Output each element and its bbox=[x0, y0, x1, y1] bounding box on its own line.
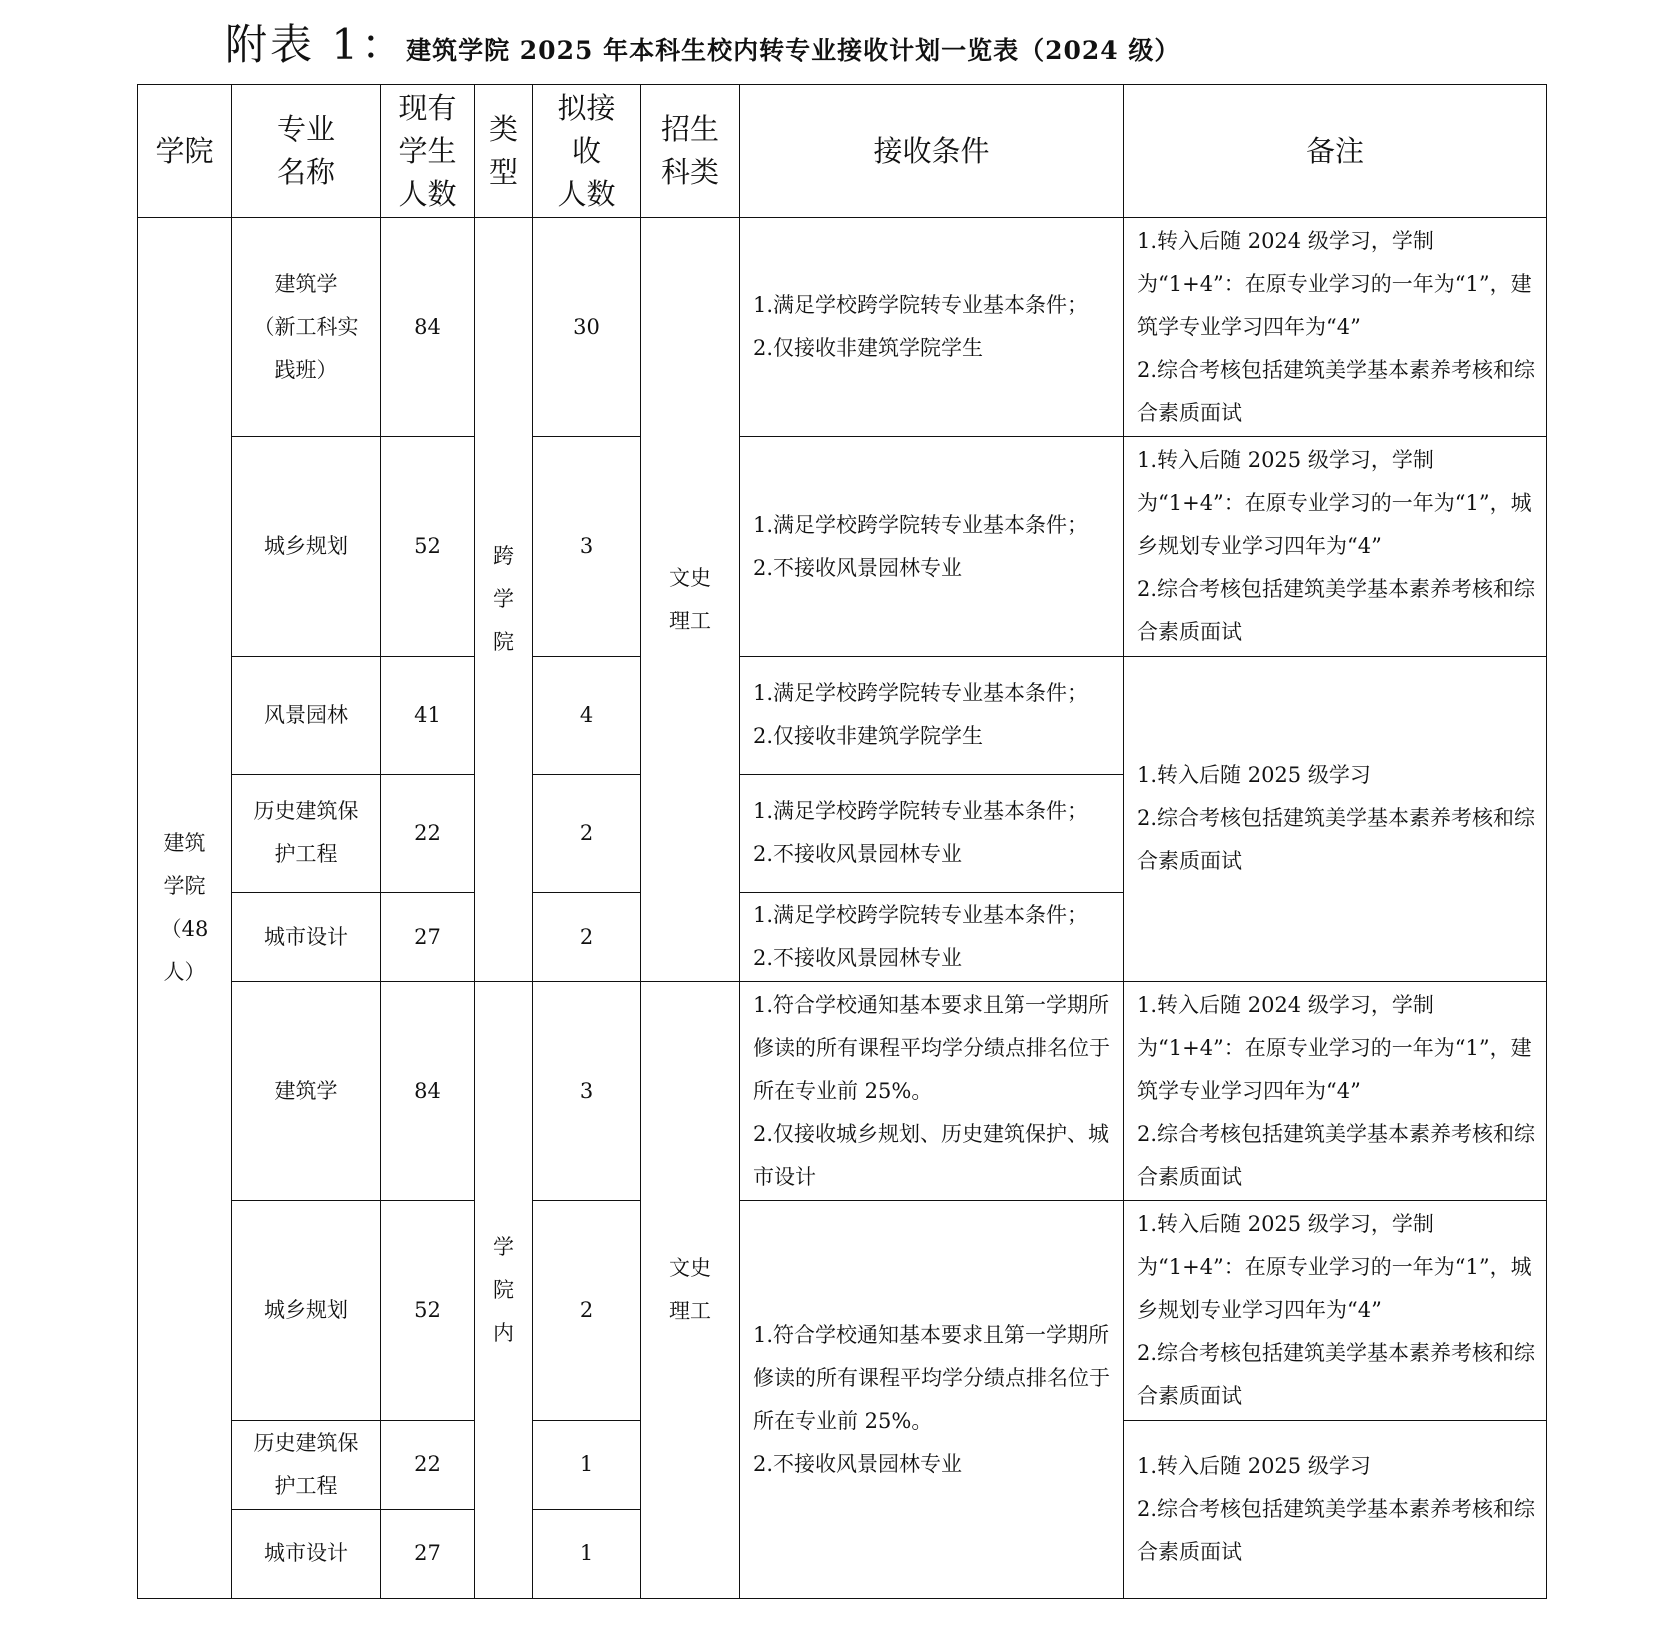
quota-cell: 1 bbox=[533, 1420, 641, 1509]
quota-cell: 3 bbox=[533, 437, 641, 656]
current-students-cell: 27 bbox=[381, 1509, 475, 1598]
current-students-cell: 41 bbox=[381, 656, 475, 774]
table-row bbox=[138, 982, 1547, 1201]
header-college: 学院 bbox=[138, 85, 232, 218]
condition-cell: 1.满足学校跨学院转专业基本条件； 2.仅接收非建筑学院学生 bbox=[740, 218, 1124, 437]
major-cell: 城市设计 bbox=[232, 893, 381, 982]
quota-cell: 2 bbox=[533, 893, 641, 982]
condition-cell: 1.满足学校跨学院转专业基本条件； 2.不接收风景园林专业 bbox=[740, 774, 1124, 892]
note-cell: 1.转入后随 2025 级学习 2.综合考核包括建筑美学基本素养考核和综合素质面试 bbox=[1124, 1420, 1547, 1598]
header-current-students: 现有 学生 人数 bbox=[381, 85, 475, 218]
quota-cell: 3 bbox=[533, 982, 641, 1201]
note-cell: 1.转入后随 2025 级学习 2.综合考核包括建筑美学基本素养考核和综合素质面试 bbox=[1124, 656, 1547, 981]
condition-cell: 1.符合学校通知基本要求且第一学期所修读的所有课程平均学分绩点排名位于所在专业前 25%。 2.不接收风景园林专业 bbox=[740, 1201, 1124, 1599]
type-cell-cross: 跨 学 院 bbox=[475, 218, 533, 982]
header-row bbox=[138, 85, 1547, 218]
subject-cell-inner: 文史 理工 bbox=[641, 982, 740, 1599]
table-row bbox=[138, 1201, 1547, 1420]
quota-cell: 30 bbox=[533, 218, 641, 437]
major-cell: 城市设计 bbox=[232, 1509, 381, 1598]
note-cell: 1.转入后随 2025 级学习，学制为“1+4”：在原专业学习的一年为“1”，城乡规划专业学习四年为“4” 2.综合考核包括建筑美学基本素养考核和综合素质面试 bbox=[1124, 437, 1547, 656]
major-cell: 城乡规划 bbox=[232, 437, 381, 656]
condition-cell: 1.满足学校跨学院转专业基本条件； 2.不接收风景园林专业 bbox=[740, 893, 1124, 982]
document-title bbox=[225, 12, 1180, 72]
header-subject: 招生 科类 bbox=[641, 85, 740, 218]
current-students-cell: 22 bbox=[381, 1420, 475, 1509]
current-students-cell: 52 bbox=[381, 1201, 475, 1420]
current-students-cell: 84 bbox=[381, 982, 475, 1201]
quota-cell: 1 bbox=[533, 1509, 641, 1598]
quota-cell: 2 bbox=[533, 774, 641, 892]
quota-cell: 2 bbox=[533, 1201, 641, 1420]
table-row bbox=[138, 437, 1547, 656]
condition-cell: 1.满足学校跨学院转专业基本条件； 2.不接收风景园林专业 bbox=[740, 437, 1124, 656]
table-row bbox=[138, 656, 1547, 774]
header-type: 类 型 bbox=[475, 85, 533, 218]
table-row bbox=[138, 218, 1547, 437]
current-students-cell: 27 bbox=[381, 893, 475, 982]
subject-cell-cross: 文史 理工 bbox=[641, 218, 740, 982]
major-cell: 风景园林 bbox=[232, 656, 381, 774]
major-cell: 建筑学 （新工科实 践班） bbox=[232, 218, 381, 437]
note-cell: 1.转入后随 2024 级学习，学制为“1+4”：在原专业学习的一年为“1”，建筑学专业学习四年为“4” 2.综合考核包括建筑美学基本素养考核和综合素质面试 bbox=[1124, 982, 1547, 1201]
current-students-cell: 22 bbox=[381, 774, 475, 892]
condition-cell: 1.满足学校跨学院转专业基本条件； 2.仅接收非建筑学院学生 bbox=[740, 656, 1124, 774]
transfer-plan-table bbox=[137, 84, 1547, 1599]
major-cell: 建筑学 bbox=[232, 982, 381, 1201]
quota-cell: 4 bbox=[533, 656, 641, 774]
college-cell: 建筑 学院 （48 人） bbox=[138, 218, 232, 1599]
major-cell: 历史建筑保 护工程 bbox=[232, 774, 381, 892]
major-cell: 城乡规划 bbox=[232, 1201, 381, 1420]
header-major: 专业 名称 bbox=[232, 85, 381, 218]
major-cell: 历史建筑保 护工程 bbox=[232, 1420, 381, 1509]
note-cell: 1.转入后随 2024 级学习，学制为“1+4”：在原专业学习的一年为“1”，建筑学专业学习四年为“4” 2.综合考核包括建筑美学基本素养考核和综合素质面试 bbox=[1124, 218, 1547, 437]
current-students-cell: 84 bbox=[381, 218, 475, 437]
header-notes: 备注 bbox=[1124, 85, 1547, 218]
note-cell: 1.转入后随 2025 级学习，学制为“1+4”：在原专业学习的一年为“1”，城乡规划专业学习四年为“4” 2.综合考核包括建筑美学基本素养考核和综合素质面试 bbox=[1124, 1201, 1547, 1420]
header-conditions: 接收条件 bbox=[740, 85, 1124, 218]
title-text: 建筑学院 2025 年本科生校内转专业接收计划一览表（2024 级） bbox=[406, 36, 1181, 65]
condition-cell: 1.符合学校通知基本要求且第一学期所修读的所有课程平均学分绩点排名位于所在专业前 25%。 2.仅接收城乡规划、历史建筑保护、城市设计 bbox=[740, 982, 1124, 1201]
title-prefix: 附表 1： bbox=[225, 20, 407, 69]
type-cell-inner: 学 院 内 bbox=[475, 982, 533, 1599]
header-quota: 拟接 收 人数 bbox=[533, 85, 641, 218]
current-students-cell: 52 bbox=[381, 437, 475, 656]
